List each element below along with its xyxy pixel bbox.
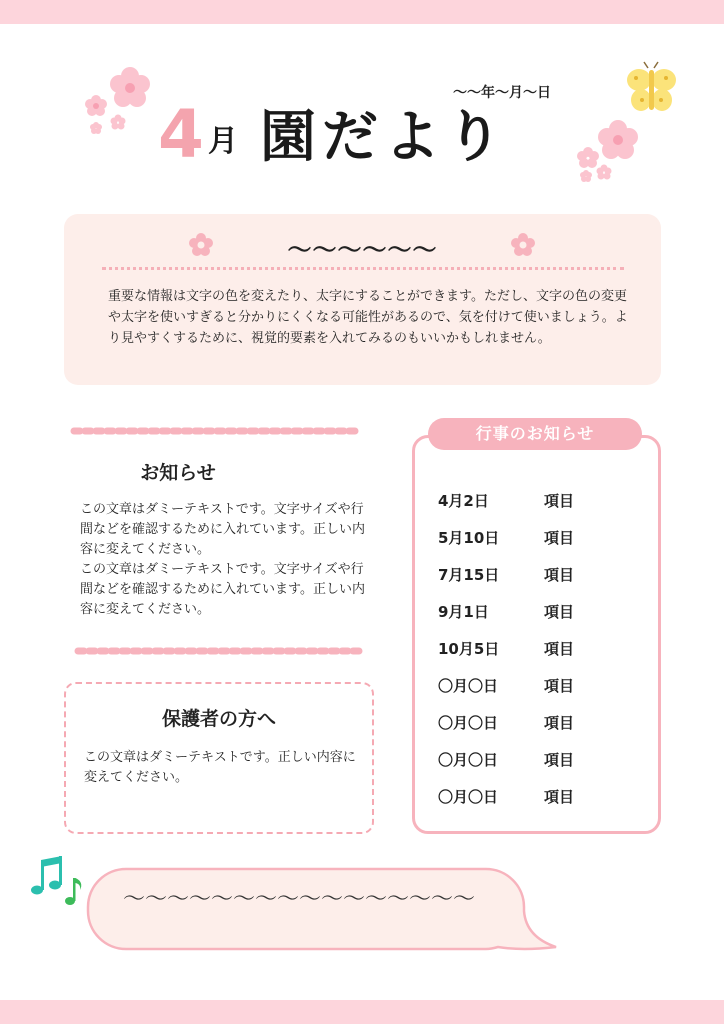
event-row xyxy=(438,704,638,741)
intro-heading: ～～～～～～ xyxy=(287,236,438,264)
intro-box xyxy=(64,214,661,385)
title-month-unit: 月 xyxy=(207,124,238,159)
issue-date: ～～年～月～日 xyxy=(453,85,551,101)
guardians-box xyxy=(64,682,374,834)
event-row xyxy=(438,741,638,778)
events-heading: 行事のお知らせ xyxy=(428,418,642,450)
event-date: 5月10日 xyxy=(438,529,500,547)
event-item: 項目 xyxy=(544,714,575,732)
event-row xyxy=(438,482,638,519)
event-item: 項目 xyxy=(544,566,575,584)
butterfly-icon xyxy=(624,60,680,120)
event-row xyxy=(438,778,638,815)
event-date: 4月2日 xyxy=(438,492,489,510)
event-row xyxy=(438,630,638,667)
event-date: 10月5日 xyxy=(438,640,500,658)
event-item: 項目 xyxy=(544,640,575,658)
event-date: 7月15日 xyxy=(438,566,500,584)
notice-text xyxy=(80,500,370,620)
events-list xyxy=(438,482,638,815)
dotted-divider xyxy=(102,267,624,270)
notice-title: お知らせ xyxy=(140,462,216,484)
event-row xyxy=(438,556,638,593)
flower-icon xyxy=(510,232,536,258)
notice-paragraph: この文章はダミーテキストです。文字サイズや行間などを確認するために入れています。正しい内容に変えてください。 xyxy=(80,502,365,557)
event-date: 〇月〇日 xyxy=(438,788,499,806)
guardians-text: この文章はダミーテキストです。正しい内容に変えてください。 xyxy=(84,750,356,785)
event-item: 項目 xyxy=(544,751,575,769)
event-item: 項目 xyxy=(544,603,575,621)
event-row xyxy=(438,593,638,630)
event-date: 〇月〇日 xyxy=(438,677,499,695)
music-notes-icon xyxy=(28,852,88,908)
intro-text: 重要な情報は文字の色を変えたり、太字にすることができます。ただし、文字の色の変更や太字を使いすぎると分かりにくくなる可能性があるので、気を付けて使いましょう。より見やすくするために、視覚的要素を入れてみるのもいいかもしれません。 xyxy=(108,289,628,346)
event-date: 〇月〇日 xyxy=(438,714,499,732)
event-item: 項目 xyxy=(544,677,575,695)
title-month: 4 xyxy=(158,96,204,173)
dash-divider-bottom xyxy=(74,647,366,655)
event-date: 〇月〇日 xyxy=(438,751,499,769)
guardians-title: 保護者の方へ xyxy=(161,708,276,730)
event-item: 項目 xyxy=(544,492,575,510)
cherry-blossom-icon xyxy=(574,112,644,188)
event-row xyxy=(438,667,638,704)
cherry-blossom-icon xyxy=(82,60,162,140)
bubble-text: ～～～～～～～～～～～～～～～～ xyxy=(122,887,475,912)
dash-divider-top xyxy=(70,427,362,435)
bottom-band xyxy=(0,1000,724,1024)
title-main: 園だより xyxy=(259,105,508,170)
event-item: 項目 xyxy=(544,788,575,806)
top-band xyxy=(0,0,724,24)
event-item: 項目 xyxy=(544,529,575,547)
event-date: 9月1日 xyxy=(438,603,489,621)
notice-paragraph: この文章はダミーテキストです。文字サイズや行間などを確認するために入れています。正しい内容に変えてください。 xyxy=(80,562,365,617)
event-row xyxy=(438,519,638,556)
